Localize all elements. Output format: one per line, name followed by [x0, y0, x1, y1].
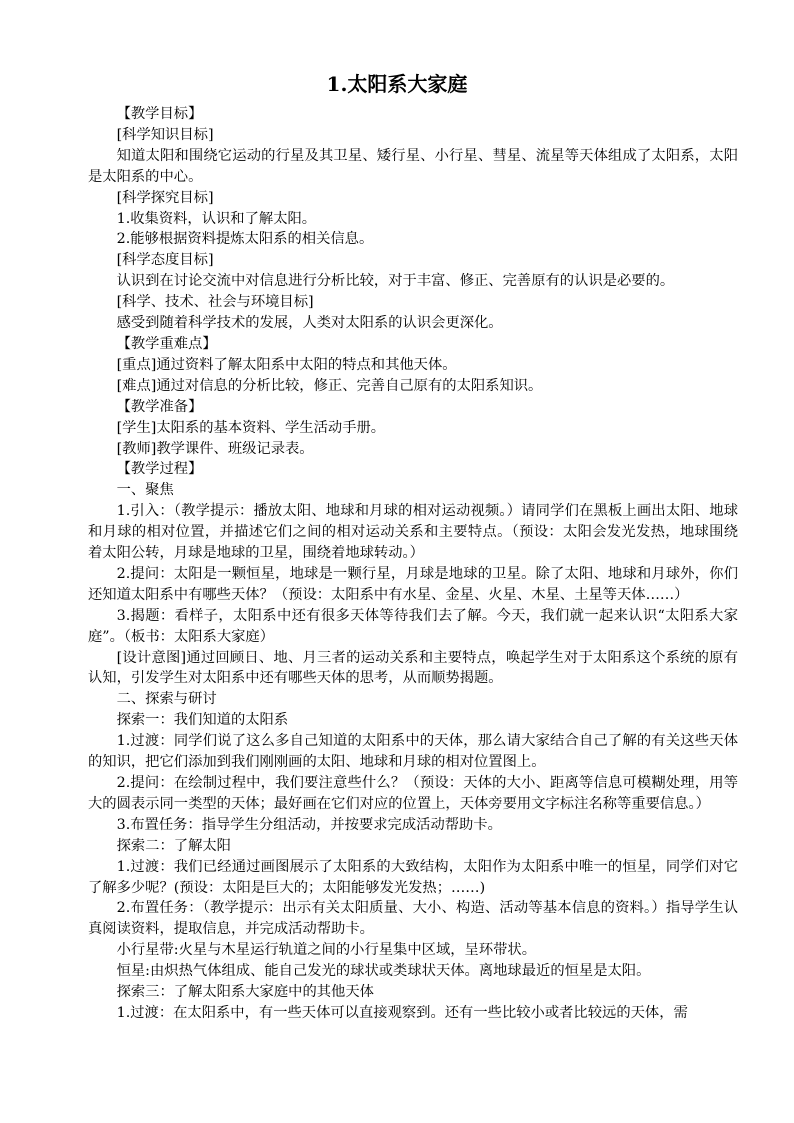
paragraph: 3.揭题：看样子，太阳系中还有很多天体等待我们去了解。今天，我们就一起来认识“太阳系大家庭”。（板书：太阳系大家庭）	[88, 607, 738, 645]
paragraph: 感受到随着科学技术的发展，人类对太阳系的认识会更深化。	[116, 315, 503, 332]
subheading-attitude-goal: [科学态度目标]	[116, 252, 214, 269]
paragraph: [设计意图]通过回顾日、地、月三者的运动关系和主要特点，唤起学生对于太阳系这个系统的原有认知，引发学生对太阳系中还有哪些天体的思考，从而顺势揭题。	[88, 649, 738, 687]
subheading-explore-one: 探索一：我们知道的太阳系	[116, 712, 289, 729]
subheading-knowledge-goal: [科学知识目标]	[116, 126, 214, 143]
paragraph: 3.布置任务：指导学生分组活动，并按要求完成活动帮助卡。	[116, 816, 502, 833]
subheading-explore: 二、探索与研讨	[116, 691, 217, 708]
paragraph: 2.布置任务：（教学提示：出示有关太阳质量、大小、构造、活动等基本信息的资料。）指导学生认真阅读资料，提取信息，并完成活动帮助卡。	[88, 900, 738, 938]
paragraph: [重点]通过资料了解太阳系中太阳的特点和其他天体。	[116, 356, 457, 373]
section-heading-process: 【教学过程】	[116, 461, 203, 478]
section-heading-objectives: 【教学目标】	[116, 106, 203, 122]
paragraph: 认识到在讨论交流中对信息进行分析比较，对于丰富、修正、完善原有的认识是必要的。	[116, 273, 675, 290]
paragraph: 1.过渡：在太阳系中，有一些天体可以直接观察到。还有一些比较小或者比较远的天体，需	[116, 1004, 688, 1021]
subheading-inquiry-goal: [科学探究目标]	[116, 189, 214, 206]
document-title: 1.太阳系大家庭	[326, 72, 468, 96]
paragraph: 1.引入：（教学提示：播放太阳、地球和月球的相对运动视频。）请同学们在黑板上画出太阳、地球和月球的相对位置，并描述它们之间的相对运动关系和主要特点。（预设：太阳会发光发热，地球围绕着太阳公转，月球是地球的卫星，围绕着地球转动。）	[88, 503, 738, 562]
paragraph: 小行星带:火星与木星运行轨道之间的小行星集中区域，呈环带状。	[116, 942, 537, 959]
paragraph: [教师]教学课件、班级记录表。	[116, 440, 314, 457]
paragraph: 恒星:由炽热气体组成、能自己发光的球状或类球状天体。离地球最近的恒星是太阳。	[116, 963, 651, 980]
subheading-explore-two: 探索二：了解太阳	[116, 837, 231, 854]
paragraph: 1.收集资料，认识和了解太阳。	[116, 210, 317, 227]
section-heading-key-points: 【教学重难点】	[116, 335, 217, 352]
paragraph: 2.能够根据资料提炼太阳系的相关信息。	[116, 231, 374, 248]
subheading-focus: 一、聚焦	[116, 482, 174, 499]
subheading-explore-three: 探索三：了解太阳系大家庭中的其他天体	[116, 984, 374, 1001]
paragraph: 2.提问：太阳是一颗恒星，地球是一颗行星，月球是地球的卫星。除了太阳、地球和月球外，你们还知道太阳系中有哪些天体？（预设：太阳系中有水星、金星、火星、木星、土星等天体……）	[88, 565, 738, 603]
subheading-sts-goal: [科学、技术、社会与环境目标]	[116, 294, 314, 311]
paragraph: [难点]通过对信息的分析比较，修正、完善自己原有的太阳系知识。	[116, 377, 543, 394]
document-body	[88, 104, 738, 1024]
section-heading-preparation: 【教学准备】	[116, 398, 203, 415]
paragraph: 2.提问：在绘制过程中，我们要注意些什么？（预设：天体的大小、距离等信息可模糊处理，用等大的圆表示同一类型的天体；最好画在它们对应的位置上，天体旁要用文字标注名称等重要信息。）	[88, 775, 738, 812]
paragraph: 1.过渡：同学们说了这么多自己知道的太阳系中的天体，那么请大家结合自己了解的有关这些天体的知识，把它们添加到我们刚刚画的太阳、地球和月球的相对位置图上。	[88, 733, 738, 771]
paragraph: 1.过渡：我们已经通过画图展示了太阳系的大致结构，太阳作为太阳系中唯一的恒星，同学们对它了解多少呢？(预设：太阳是巨大的；太阳能够发光发热；……)	[88, 858, 738, 896]
paragraph: [学生]太阳系的基本资料、学生活动手册。	[116, 419, 386, 436]
paragraph: 知道太阳和围绕它运动的行星及其卫星、矮行星、小行星、彗星、流星等天体组成了太阳系，太阳是太阳系的中心。	[88, 147, 738, 185]
